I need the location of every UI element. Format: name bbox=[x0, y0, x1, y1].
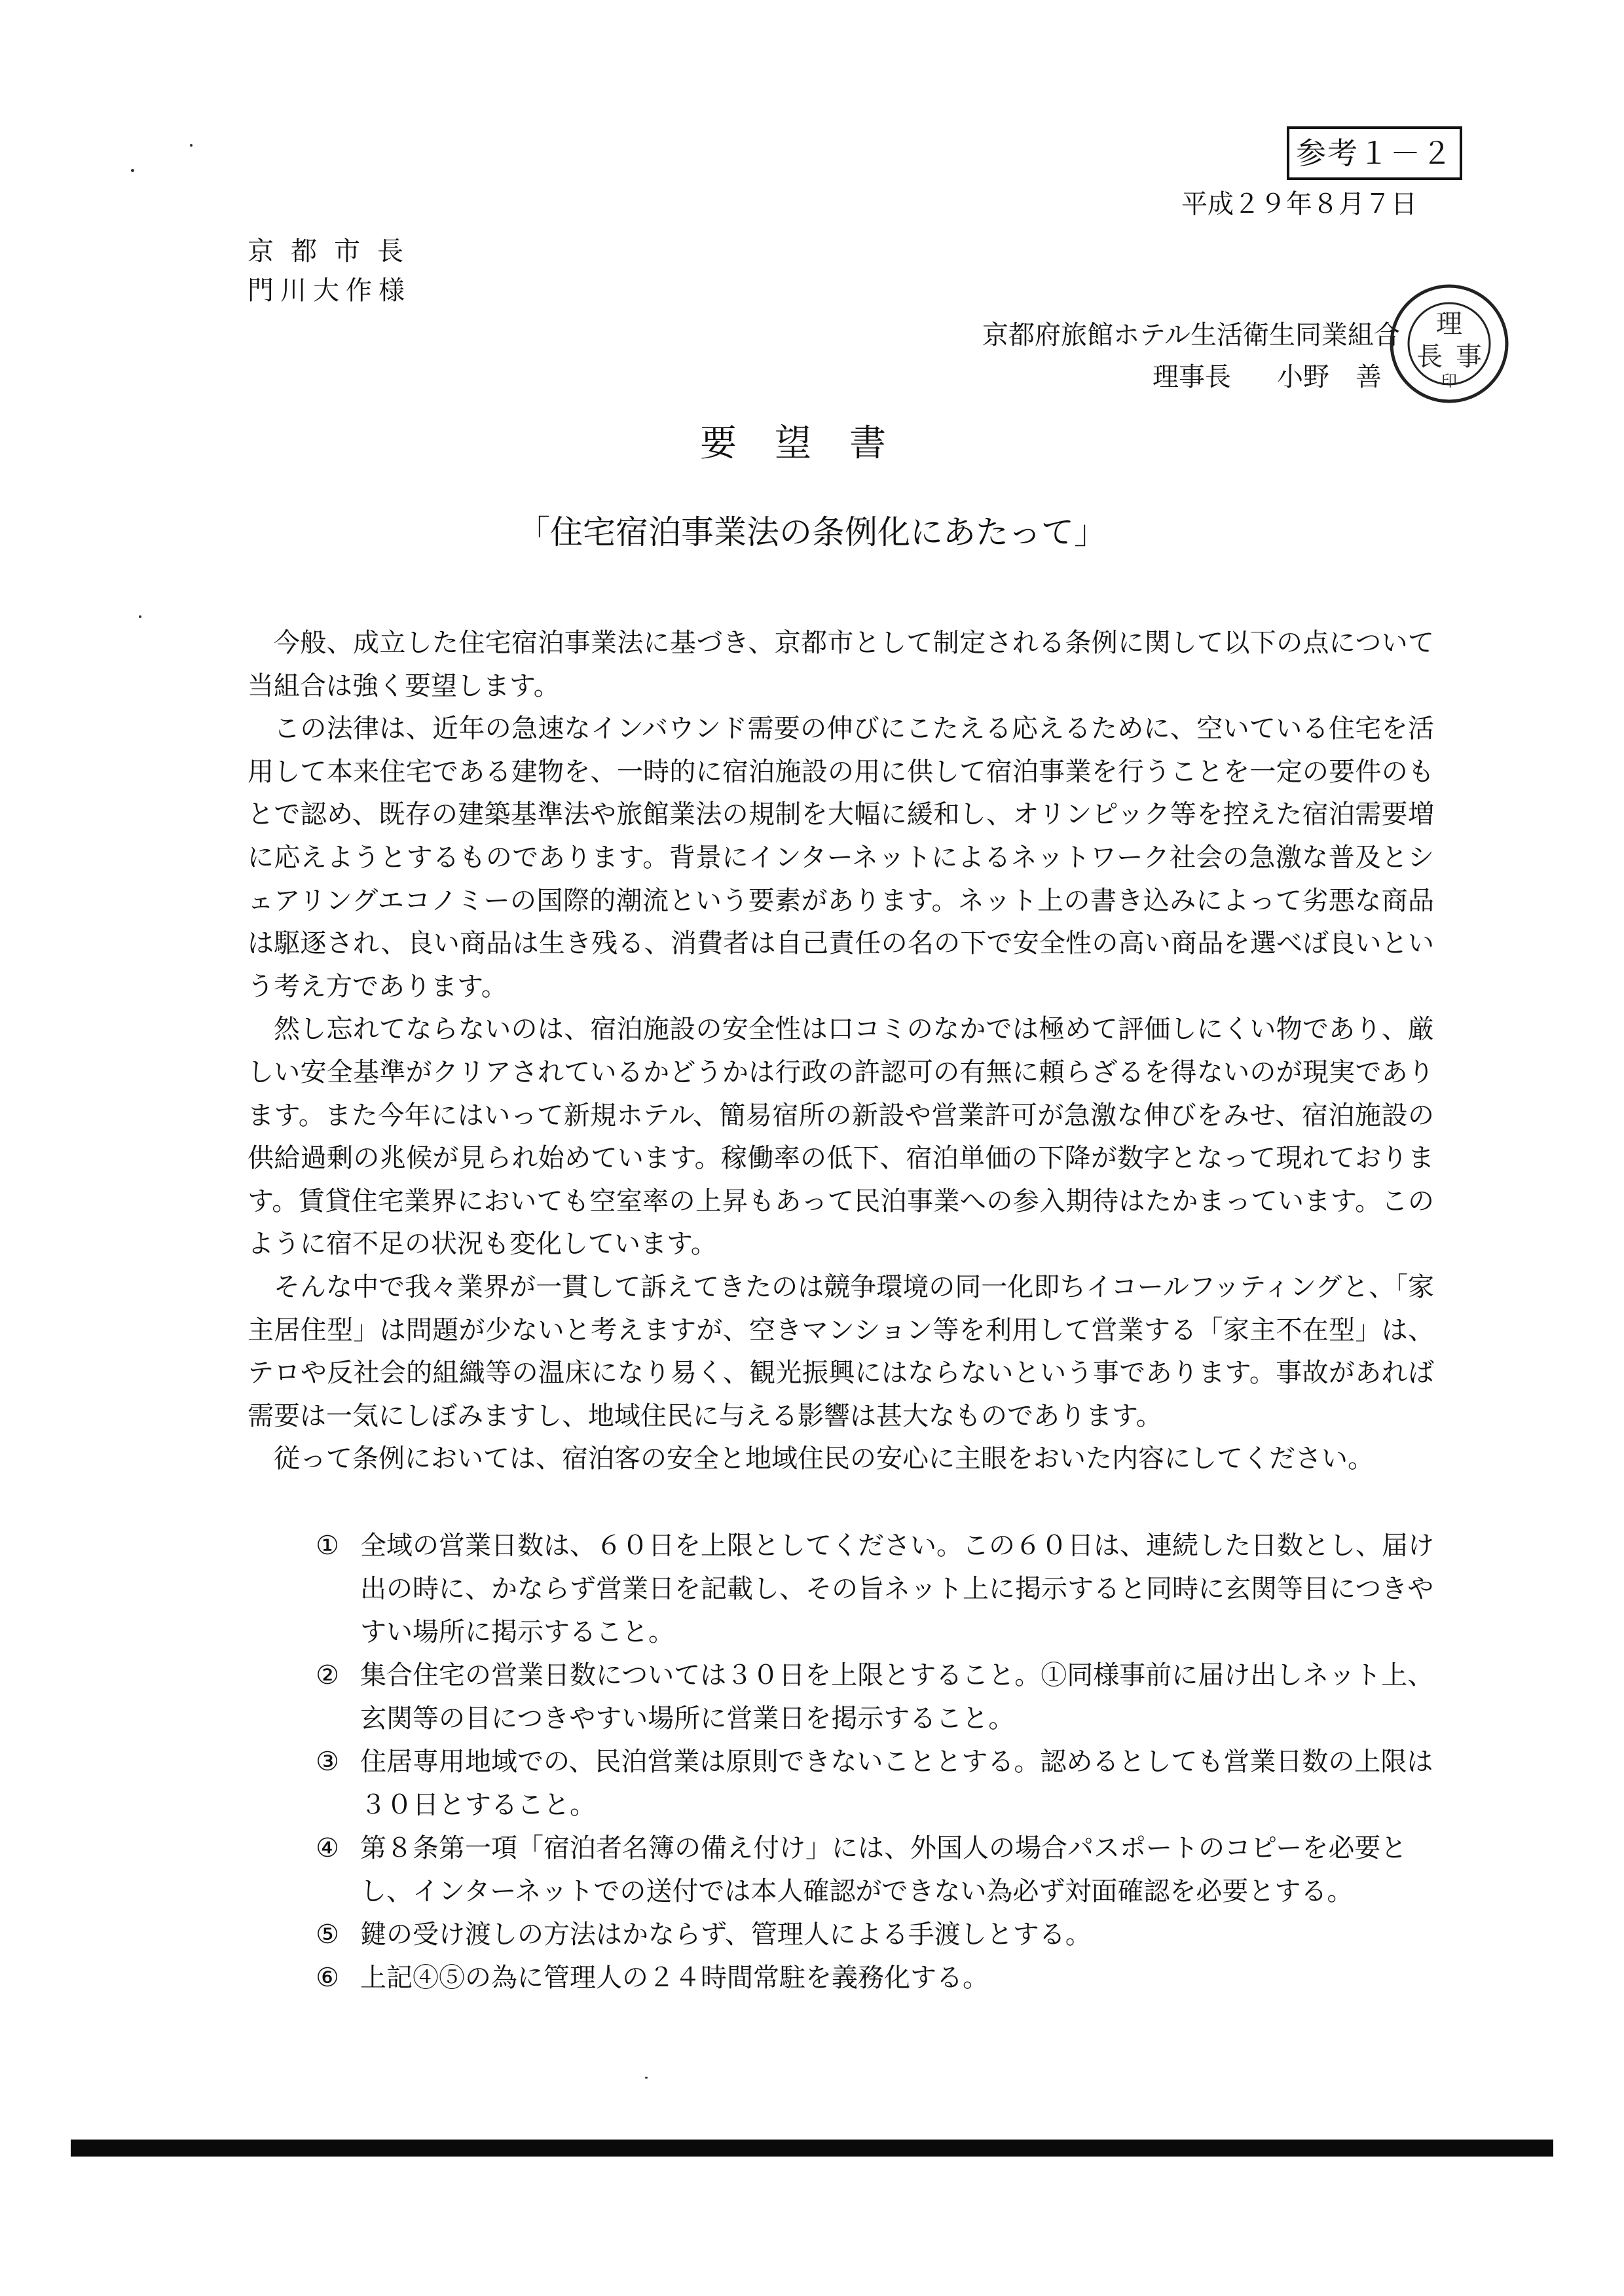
request-number: ⑥ bbox=[316, 1963, 339, 1993]
official-seal-stamp bbox=[1387, 282, 1511, 406]
request-text: 住居専用地域での、民泊営業は原則できないこととする。認めるとしても営業日数の上限は３０日とすること。 bbox=[360, 1747, 1433, 1820]
seal-character: 事 bbox=[1456, 342, 1482, 372]
document-title: 要望書 bbox=[700, 422, 924, 465]
scan-speck bbox=[645, 2077, 648, 2079]
addressee-title: 京都市長 bbox=[248, 236, 420, 266]
request-text: 集合住宅の営業日数については３０日を上限とすること。①同様事前に届け出しネット上、玄関等の目につきやすい場所に営業日を掲示すること。 bbox=[360, 1660, 1434, 1734]
sender-name: 小野 善 bbox=[1277, 362, 1382, 392]
sender-organization: 京都府旅館ホテル生活衛生同業組合 bbox=[982, 320, 1400, 350]
bottom-rule bbox=[71, 2140, 1553, 2157]
body-paragraph: 従って条例においては、宿泊客の安全と地域住民の安心に主眼をおいた内容にしてください。 bbox=[274, 1444, 1374, 1474]
request-number: ② bbox=[316, 1660, 339, 1690]
scan-speck bbox=[139, 615, 141, 618]
seal-character: 理 bbox=[1436, 309, 1462, 339]
request-number: ③ bbox=[316, 1747, 339, 1777]
request-number: ⑤ bbox=[316, 1920, 339, 1950]
request-item bbox=[308, 1524, 1434, 1654]
seal-character: 印 bbox=[1441, 372, 1457, 390]
document-subtitle: 「住宅宿泊事業法の条例化にあたって」 bbox=[517, 513, 1107, 551]
seal-character: 長 bbox=[1416, 342, 1443, 372]
request-item bbox=[308, 1740, 1434, 1827]
request-number: ④ bbox=[316, 1833, 339, 1863]
request-item bbox=[308, 1654, 1434, 1740]
addressee-name: 門川大作様 bbox=[248, 276, 411, 306]
body-paragraph: そんな中で我々業界が一貫して訴えてきたのは競争環境の同一化即ちイコールフッティングと、「家主居住型」は問題が少ないと考えますが、空きマンション等を利用して営業する「家主不在型」は、テロや反社会的組織等の温床になり易く、観光振興にはならないという事であります。事故があれば需要は一気にしぼみますし、地域住民に与える影響は甚大なものであります。 bbox=[248, 1271, 1434, 1431]
request-number: ① bbox=[316, 1531, 339, 1561]
request-text: 鍵の受け渡しの方法はかならず、管理人による手渡しとする。 bbox=[360, 1920, 1092, 1950]
request-item bbox=[308, 1913, 1434, 1956]
sender-role: 理事長 bbox=[1153, 362, 1231, 392]
sender-representative bbox=[1153, 357, 1428, 397]
body-paragraph: この法律は、近年の急速なインバウンド需要の伸びにこたえる応えるために、空いている住宅を活用して本来住宅である建物を、一時的に宿泊施設の用に供して宿泊事業を行うことを一定の要件のもとで認め、既存の建築基準法や旅館業法の規制を大幅に緩和し、オリンピック等を控えた宿泊需要増に応えようとするものであります。背景にインターネットによるネットワーク社会の急激な普及とシェアリングエコノミーの国際的潮流という要素があります。ネット上の書き込みによって劣悪な商品は駆逐され、良い商品は生き残る、消費者は自己責任の名の下で安全性の高い商品を選べば良いという考え方であります。 bbox=[248, 714, 1434, 1002]
reference-label: 参考１－２ bbox=[1287, 126, 1462, 180]
request-text: 全域の営業日数は、６０日を上限としてください。この６０日は、連続した日数とし、届け出の時に、かならず営業日を記載し、その旨ネット上に掲示すると同時に玄関等目につきやすい場所に掲示すること。 bbox=[360, 1531, 1434, 1647]
request-item bbox=[308, 1827, 1434, 1913]
scan-speck bbox=[131, 169, 134, 172]
body-paragraph: 然し忘れてならないのは、宿泊施設の安全性は口コミのなかでは極めて評価しにくい物であり、厳しい安全基準がクリアされているかどうかは行政の許認可の有無に頼らざるを得ないのが現実であります。また今年にはいって新規ホテル、簡易宿所の新設や営業許可が急激な伸びをみせ、宿泊施設の供給過剰の兆候が見られ始めています。稼働率の低下、宿泊単価の下降が数字となって現れております。賃貸住宅業界においても空室率の上昇もあって民泊事業への参入期待はたかまっています。このように宿不足の状況も変化しています。 bbox=[248, 1014, 1434, 1260]
request-item bbox=[308, 1956, 1434, 1999]
request-text: 上記④⑤の為に管理人の２４時間常駐を義務化する。 bbox=[360, 1963, 989, 1993]
request-text: 第８条第一項「宿泊者名簿の備え付け」には、外国人の場合パスポートのコピーを必要とし、インターネットでの送付では本人確認ができない為必ず対面確認を必要とする。 bbox=[360, 1833, 1407, 1906]
scan-speck bbox=[190, 144, 193, 147]
document-body bbox=[248, 622, 1434, 1481]
body-paragraph: 今般、成立した住宅宿泊事業法に基づき、京都市として制定される条例に関して以下の点について当組合は強く要望します。 bbox=[248, 628, 1434, 701]
request-list bbox=[308, 1524, 1434, 1999]
document-date: 平成２９年８月７日 bbox=[1181, 189, 1417, 219]
